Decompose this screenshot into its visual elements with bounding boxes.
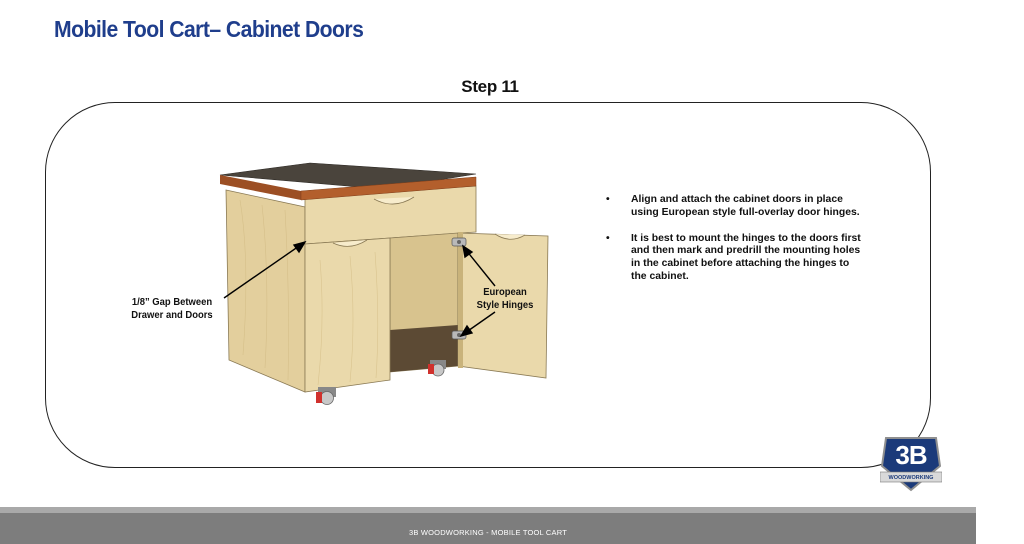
hinges-callout-line2: Style Hinges bbox=[476, 299, 534, 311]
logo-subtext: WOODWORKING bbox=[888, 475, 934, 481]
brand-logo bbox=[880, 436, 942, 497]
gap-callout-label bbox=[127, 296, 217, 322]
instruction-item bbox=[606, 233, 866, 284]
instruction-text: It is best to mount the hinges to the doors first and then mark and predrill the mounting holes in the cabinet before attaching the hinges to the cabinet. bbox=[631, 232, 861, 282]
caster-front-right-icon bbox=[428, 360, 446, 376]
hinges-callout-label bbox=[474, 286, 537, 312]
instruction-item bbox=[606, 194, 866, 220]
page-title: Mobile Tool Cart– Cabinet Doors bbox=[54, 16, 364, 42]
instruction-list bbox=[606, 194, 866, 297]
hinge-top-icon bbox=[452, 238, 466, 246]
bullet-icon: • bbox=[606, 232, 610, 244]
step-heading: Step 11 bbox=[461, 77, 519, 96]
gap-callout-line2: Drawer and Doors bbox=[131, 309, 213, 321]
caster-front-left-icon bbox=[316, 387, 336, 405]
logo-mark: 3B bbox=[895, 440, 927, 470]
instruction-text: Align and attach the cabinet doors in place using European style full-overlay door hinges. bbox=[631, 194, 860, 218]
gap-callout-line1: 1/8” Gap Between bbox=[131, 296, 213, 308]
hinges-callout-line1: European bbox=[483, 286, 527, 298]
footer-text: 3B WOODWORKING - MOBILE TOOL CART bbox=[408, 528, 567, 537]
bullet-icon: • bbox=[606, 194, 610, 205]
left-door bbox=[305, 238, 390, 392]
